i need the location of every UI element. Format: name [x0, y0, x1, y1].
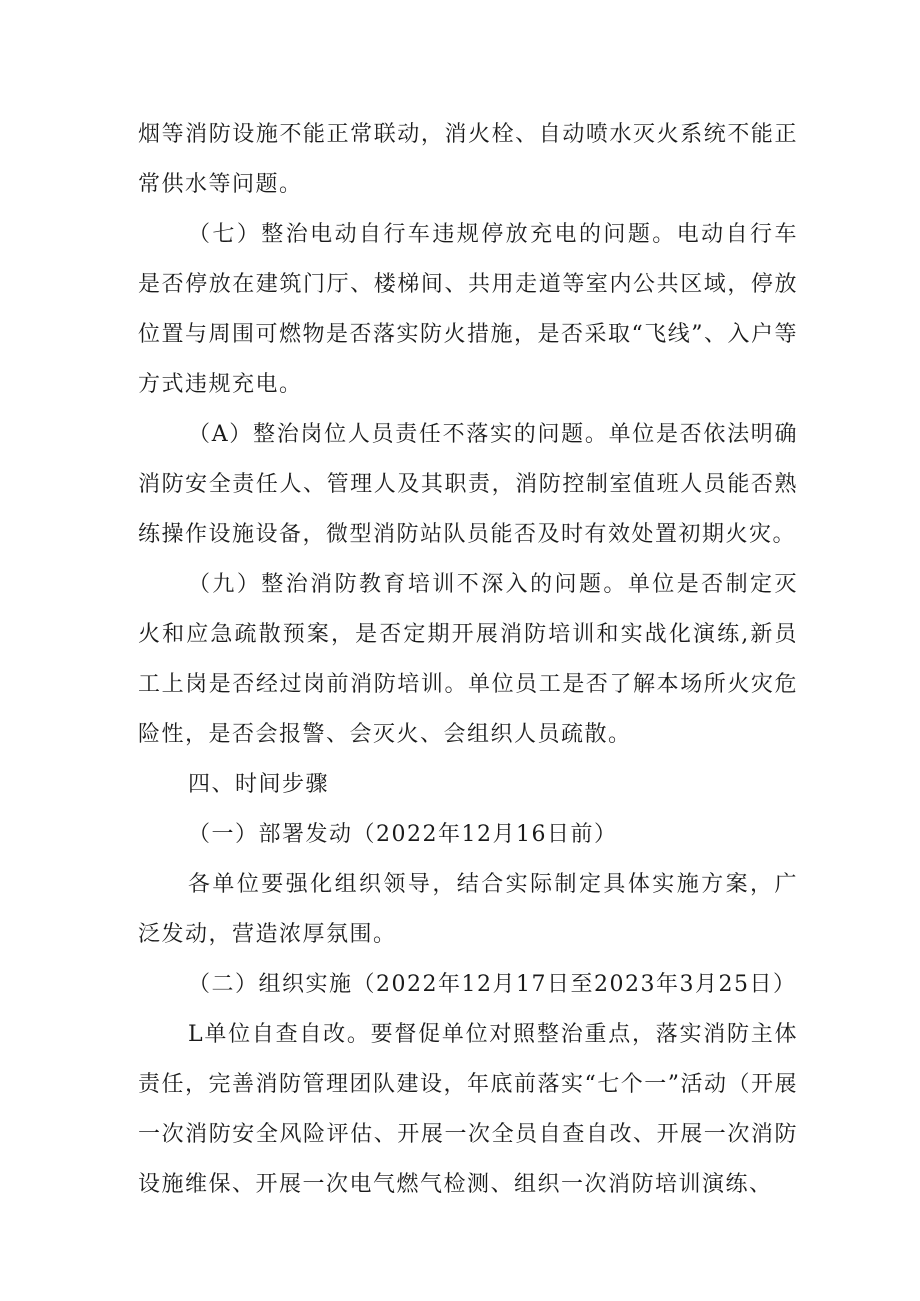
section-heading-timeline: 四、时间步骤: [188, 772, 330, 797]
subheading-implementation: （二）组织实施（2022年12月17日至2023年3月25日）: [188, 972, 797, 997]
subheading-deployment: （一）部署发动（2022年12月16日前）: [188, 822, 618, 847]
paragraph-self-inspection: L单位自查自改。要督促单位对照整治重点，落实消防主体责任，完善消防管理团队建设，年底前落实“七个一”活动（开展一次消防安全风险评估、开展一次全员自查自改、开展一次消防设施维保、开展一次电气燃气检测、组织一次消防培训演练、: [138, 1022, 798, 1197]
paragraph-item-8: （A）整治岗位人员责任不落实的问题。单位是否依法明确消防安全责任人、管理人及其职责，消防控制室值班人员能否熟练操作设施设备，微型消防站队员能否及时有效处置初期火灾。: [138, 422, 798, 547]
paragraph-deployment: 各单位要强化组织领导，结合实际制定具体实施方案，广泛发动，营造浓厚氛围。: [138, 872, 798, 947]
paragraph-item-9: （九）整治消防教育培训不深入的问题。单位是否制定灭火和应急疏散预案，是否定期开展消防培训和实战化演练,新员工上岗是否经过岗前消防培训。单位员工是否了解本场所火灾危险性，是否会报警、会灭火、会组织人员疏散。: [138, 572, 798, 747]
document-body: [138, 110, 798, 1210]
paragraph-item-7: （七）整治电动自行车违规停放充电的问题。电动自行车是否停放在建筑门厅、楼梯间、共用走道等室内公共区域，停放位置与周围可燃物是否落实防火措施，是否采取“飞线”、入户等方式违规充电。: [138, 222, 798, 397]
paragraph-continuation: 烟等消防设施不能正常联动，消火栓、自动喷水灭火系统不能正常供水等问题。: [138, 122, 798, 197]
